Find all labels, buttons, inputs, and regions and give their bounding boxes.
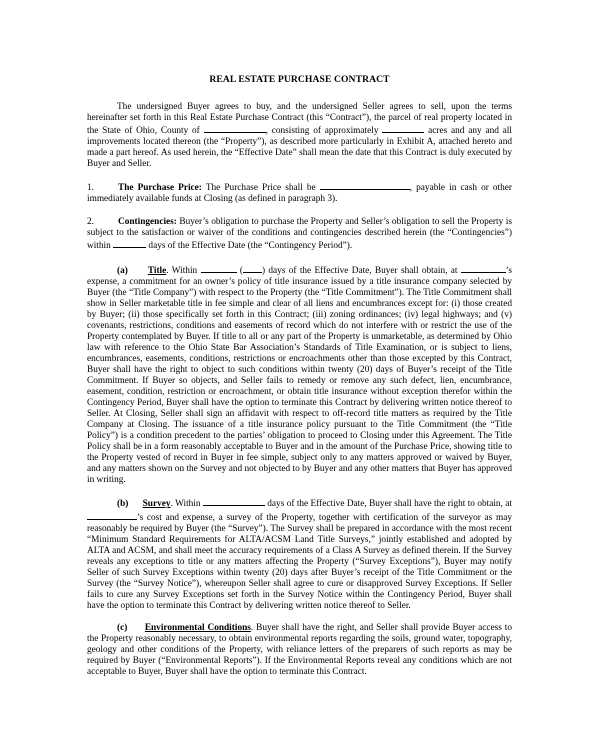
subsection-a-title (87, 264, 512, 487)
subsection-c-heading: Environmental Conditions (144, 622, 251, 633)
title-expense-party-blank[interactable] (461, 264, 506, 273)
section-2-number: 2. (87, 217, 94, 228)
subsection-a-text-4: ’s expense, a commitment for an owner’s policy of title insurance issued by a title insurance company selected by Buyer (the “Title Company”) with respect to the Property (the “Title Commitment”). The Title Commitment shall show in Seller marketable title in fee simple and clear of all liens and encumbrances except for: (i) those created by Buyer; (ii) those specifically set forth in this Contract; (iii) zoning ordinances; (iv) legal highways; and (v) covenants, restrictions, conditions and easements of record which do not interfere with or restrict the use of the Property contemplated by Buyer. If title to all or any part of the Property is unmarketable, as determined by Ohio law with reference to the Ohio State Bar Association’s Standards of Title Examination, or is subject to liens, encumbrances, easements, conditions, restrictions or encroachments other than those excepted by this Contract, Buyer shall have the right to object to such conditions within twenty (20) days of Buyer’s receipt of the Title Commitment. If Buyer so objects, and Seller fails to remedy or remove any such defect, lien, encumbrance, easement, condition, restriction or encroachment, or obtain title insurance without exception therefor within the Contingency Period, Buyer shall have the option to terminate this Contract by delivering written notice thereof to Seller. At Closing, Seller shall sign an affidavit with respect to off-record title matters as required by the Title Company at Closing. The issuance of a title insurance policy pursuant to the Title Commitment (the “Title Policy”) is a condition precedent to the parties’ obligation to proceed to Closing under this Agreement. The Title Policy shall be in a form reasonably acceptable to Buyer and in the amount of the Purchase Price, showing title to the Property vested of record in Buyer in fee simple, subject only to any matters approved or waived by Buyer, and any matters shown on the Survey and not objected to by Buyer and any other matters that Buyer has approved in writing. (87, 265, 512, 486)
document-title: REAL ESTATE PURCHASE CONTRACT (209, 74, 390, 85)
section-2-contingencies (87, 217, 512, 252)
section-2-text-2: days of the Effective Date (the “Contingency Period”). (146, 241, 353, 252)
intro-text-2: , consisting of approximately (265, 126, 383, 137)
purchase-price-blank[interactable] (320, 181, 410, 190)
section-2-text-1: Buyer’s obligation to purchase the Property and Seller’s obligation to sell the Property is subject to the satisfaction or waiver of the conditions and contingencies described herein (the “Contingencies”) within (87, 217, 512, 252)
subsection-b-heading: Survey (142, 499, 171, 510)
subsection-b-text-1: . Within (170, 499, 203, 510)
acres-blank[interactable] (382, 124, 424, 133)
subsection-a-heading: Title (147, 265, 167, 276)
county-blank[interactable] (204, 124, 266, 133)
section-1-heading: The Purchase Price: (118, 183, 202, 194)
subsection-a-text-2: ( (236, 265, 243, 276)
subsection-c-text-1: . Buyer shall have the right, and Seller shall provide Buyer access to the Property reasonably necessary, to obtain environmental reports regarding the soils, ground water, topography, geology and other conditions of the Property, with reliance letters of the preparers of such reports as may be required by Buyer (“Environmental Reports”). If the Environmental Reports reveal any conditions which are not acceptable to Buyer, Buyer shall have the option to terminate this Contract. (87, 622, 513, 678)
contingency-days-blank[interactable] (113, 239, 146, 248)
subsection-b-text-2: days of the Effective Date, Buyer shall have the right to obtain, at (264, 499, 512, 510)
intro-text-1: The undersigned Buyer agrees to buy, and the undersigned Seller agrees to sell, upon the terms hereinafter set forth in this Real Estate Purchase Contract (this “Contract”), the parcel of real property located in the State of Ohio, County of (87, 102, 512, 137)
subsection-b-survey (87, 497, 512, 611)
section-1-text-1: The Purchase Price shall be (201, 183, 320, 194)
subsection-a-text-3: ) days of the Effective Date, Buyer shall obtain, at (261, 265, 461, 276)
subsection-b-text-3: ’s cost and expense, a survey of the Property, together with certification of the surveyor as may reasonably be required by Buyer (the “Survey”). The Survey shall be prepared in accordance with the most recent “Minimum Standard Requirements for ALTA/ACSM Land Title Surveys,” jointly established and adopted by ALTA and ACSM, and shall meet the accuracy requirements of a Class A Survey as defined therein. If the Survey reveals any exceptions to title or any matters affecting the Property (“Survey Exceptions”), Buyer may notify Seller of such Survey Exceptions within twenty (20) days after Buyer’s receipt of the Title Commitment or the Survey (the “Survey Notice”), whereupon Seller shall agree to cure or disapproved Survey Exceptions. If Seller fails to cure any Survey Exceptions set forth in the Survey Notice within the Contingency Period, Buyer shall have the option to terminate this Contract by delivering written notice thereof to Seller. (87, 512, 512, 611)
subsection-a-label: (a) (117, 265, 128, 276)
survey-expense-party-blank[interactable] (87, 511, 137, 520)
intro-text-3: acres and any and all improvements located thereon (the “Property”), as described more particularly in Exhibit A, attached hereto and made a part hereof. As used herein, the “Effective Date” shall mean the date that this Contract is duly executed by Buyer and Seller. (87, 126, 512, 170)
title-days-number-blank[interactable] (243, 264, 262, 273)
subsection-c-environmental (87, 623, 512, 678)
subsection-b-label: (b) (117, 499, 129, 510)
section-1-number: 1. (87, 183, 94, 194)
section-2-heading: Contingencies: (118, 217, 177, 228)
subsection-a-text-1: . Within (166, 265, 201, 276)
section-1-purchase-price (87, 181, 512, 205)
subsection-c-label: (c) (117, 622, 128, 633)
survey-days-blank[interactable] (203, 497, 265, 506)
section-1-text-2: , payable in cash or other immediately available funds at Closing (as defined in paragraph 3). (87, 183, 513, 205)
intro-paragraph (87, 102, 512, 170)
title-days-words-blank[interactable] (201, 264, 237, 273)
